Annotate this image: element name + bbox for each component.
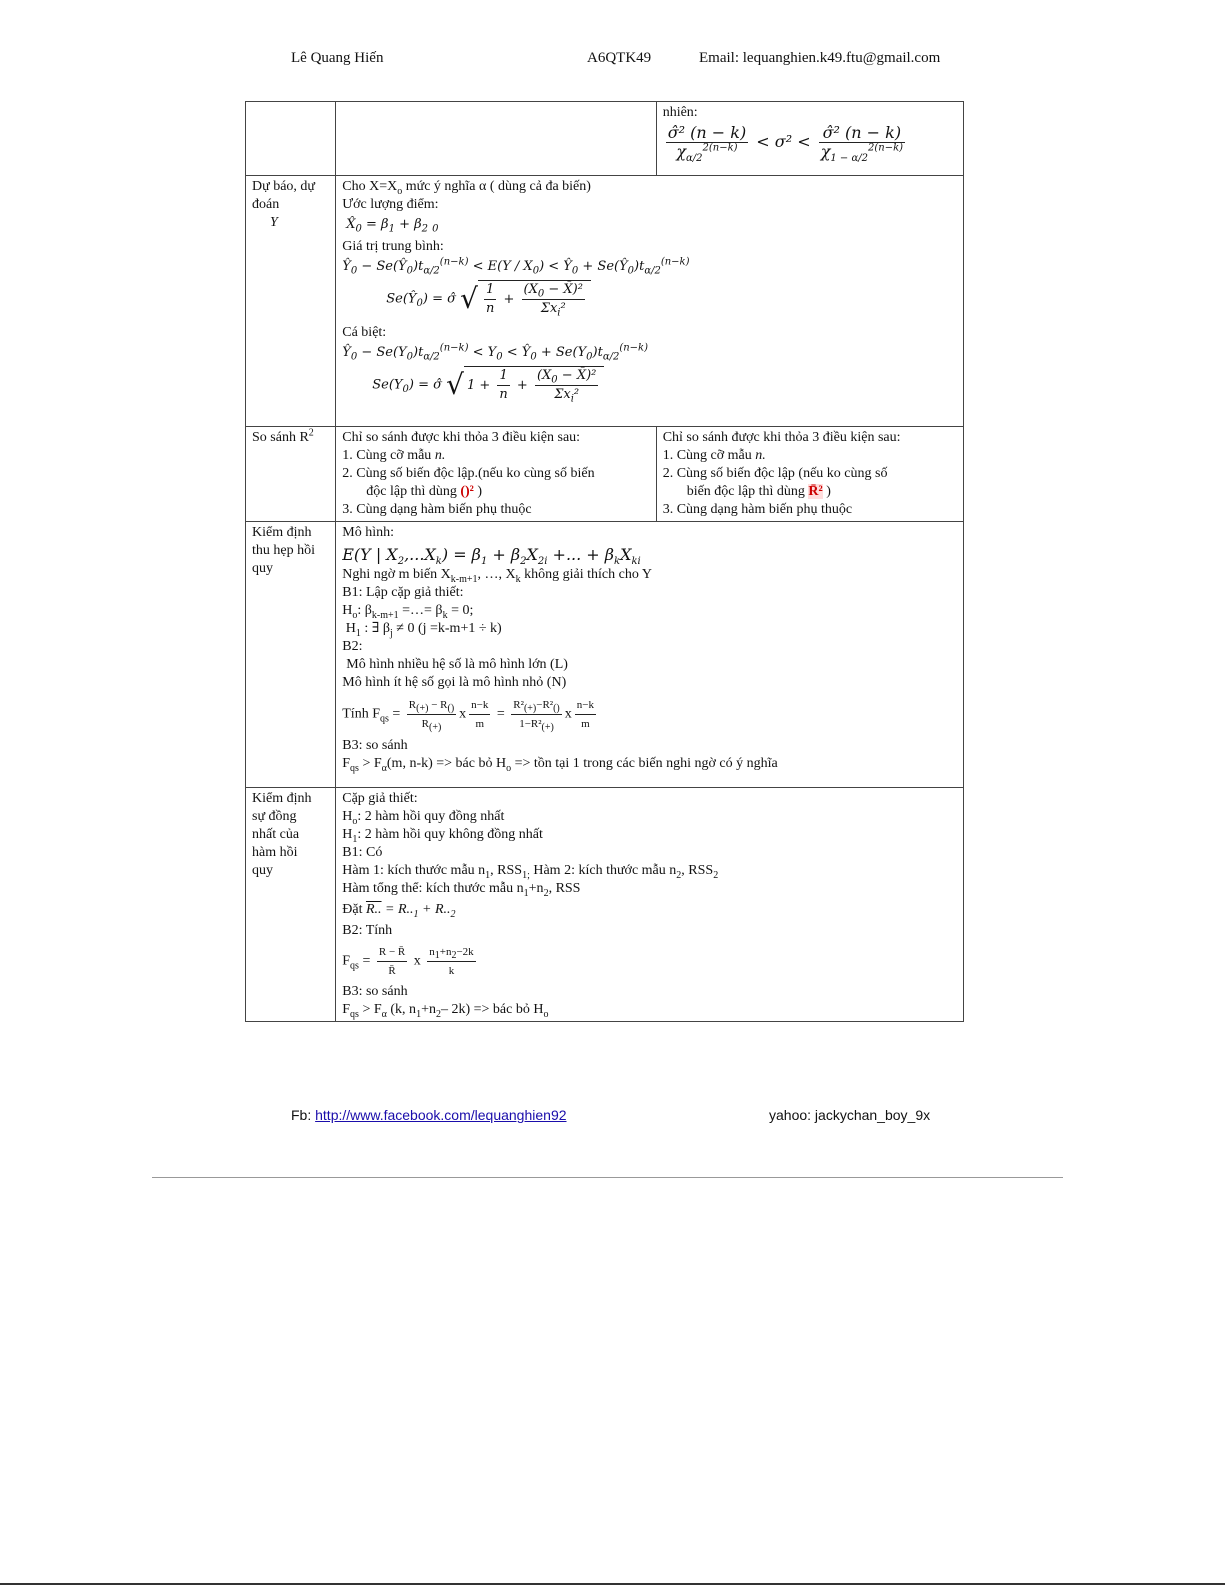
page-divider [152, 1177, 1063, 1178]
footer-yahoo: yahoo: jackychan_boy_9x [769, 1107, 931, 1123]
f-statistic-homogeneity: $F_{qs}$ = $\frac{R - R̄}{R̄}$ x $\frac{n_1+n_2-2k}{k}$ [342, 943, 957, 980]
homogeneity-test-content: Cặp giả thiết: $H_o$: 2 hàm hồi quy đồng nhất $H_1$: 2 hàm hồi quy không đồng nhất B1: Có Hàm 1: kích thước mẫu $n_1$, $RSS_{1;}$ Hàm 2: kích thước mẫu $n_2$, $RSS_2$ Hàm tổng thể: kích thước mẫu $n_1+n_2$, RSS Đặt R.. = $R.._1 + R.._2$ B2: Tính $F_{qs}$ = $\frac{R - R̄}{R̄}$ x $\frac{n_1+n_2-2k}{k}$ B3: so sánh $F_{qs} > F_\alpha$ (k, $n_1+n_2-$ 2k) => bác bỏ $H_o$ [336, 788, 964, 1022]
h0-restriction: $H_o$: $\beta_{k-m+1}$ =…= $\beta_k = 0$; [342, 603, 474, 621]
point-estimate-formula: $X̂_0 = \beta_1 + \beta_2$ $_0$ [346, 217, 439, 235]
table-row [246, 427, 964, 522]
f-statistic-restriction: Tính $F_{qs}$ = $\frac{R_{(+)} - R_{()}}{R_{(+)}}$ x $\frac{n-k}{m}$ = $\frac{R^2_{(+)}-R^2_{()}}{1-R^2_{(+)}}$ x $\frac{n-k}{m}$ [342, 696, 957, 733]
mean-se-formula: $Se(Ŷ_0)$ = σ̂ √ $\frac{1}{n}$ + $\frac{(X_0 - X̄)^2}{\Sigma x_i^2}$ [386, 280, 957, 318]
table-row [246, 102, 964, 176]
row-label-restriction-test: Kiểm định thu hẹp hồi quy [246, 522, 336, 788]
header-email: Email: lequanghien.k49.ftu@gmail.com [699, 50, 941, 66]
table-row [246, 788, 964, 1022]
compare-r2-left: Chỉ so sánh được khi thỏa 3 điều kiện sau: 1. Cùng cỡ mẫu n. 2. Cùng số biến độc lập.(nếu ko cùng số biến độc lập thì dùng ()² ) 3. Cùng dạng hàm biến phụ thuộc [336, 427, 656, 522]
forecast-content: Cho $X=X_o$ mức ý nghĩa α ( dùng cả đa biến) Ước lượng điểm: $X̂_0 = \beta_1 + \beta_2$ $_0$ Giá trị trung bình: $Ŷ_0$ − $Se(Ŷ_0)t_{\alpha/2}^{(n-k)} < E(Y / X_0)$ < $Ŷ_0$ + $Se(Ŷ_0)t_{\alpha/2}^{(n-k)}$ $Se(Ŷ_0)$ = σ̂ √ $\frac{1}{n}$ + $\frac{(X_0 - X̄)^2}{\Sigma x_i^2}$ Cá biệt: $Ŷ_0 - Se(Y_0)t_{\alpha/2}^{(n-k)} < Y_0$ < $Ŷ_0 + Se(Y_0)t_{\alpha/2}^{(n-k)}$ $Se(Y_0)$ = σ̂ √ 1 + $\frac{1}{n}$ + $\frac{(X_0 - X̄)^2}{\Sigma x_i^2}$ [336, 176, 964, 427]
row-label-compare-r2: So sánh $R^2$ [246, 427, 336, 522]
individual-interval-formula: $Ŷ_0 - Se(Y_0)t_{\alpha/2}^{(n-k)} < Y_0$ < $Ŷ_0 + Se(Y_0)t_{\alpha/2}^{(n-k)}$ [342, 342, 648, 363]
h1-restriction: $H_1$ : ∃ $\beta_j \ne 0$ (j =k-m+1 ÷ k) [342, 621, 502, 639]
mean-interval-formula: $Ŷ_0$ − $Se(Ŷ_0)t_{\alpha/2}^{(n-k)} < E(Y / X_0)$ < $Ŷ_0$ + $Se(Ŷ_0)t_{\alpha/2}^{(n-k)}$ [342, 256, 690, 277]
row-label-homogeneity-test: Kiểm định sự đồng nhất của hàm hồi quy [246, 788, 336, 1022]
variance-interval-cell: nhiên: $\frac{\text{σ̂² (n − k)}}{\chi_{\alpha/2}^{2(n-k)}}$ < σ² < $\frac{\text{σ̂² (n − k)}}{\chi_{1 - \alpha/2}^{2(n-k)}}$ [656, 102, 963, 176]
restriction-conclusion: $F_{qs} > F_\alpha(m$, n-k) => bác bỏ $H_o$ => tồn tại 1 trong các biến nghi ngờ có ý nghĩa [342, 756, 778, 774]
model-formula: E(Y | $X_2,...X_k) = \beta_1 + \beta_2X_{2i}$ +... + $\beta_kX_{ki}$ [342, 545, 641, 568]
adjusted-r2-symbol: ()² [460, 484, 474, 499]
restriction-test-content: Mô hình: E(Y | $X_2,...X_k) = \beta_1 + \beta_2X_{2i}$ +... + $\beta_kX_{ki}$ Nghi ngờ m biến $X_{k-m+1}$, …, $X_k$ không giải thích cho Y B1: Lập cặp giả thiết: $H_o$: $\beta_{k-m+1}$ =…= $\beta_k = 0$; $H_1$ : ∃ $\beta_j \ne 0$ (j =k-m+1 ÷ k) B2: Mô hình nhiều hệ số là mô hình lớn (L) Mô hình ít hệ số gọi là mô hình nhỏ (N) Tính $F_{qs}$ = $\frac{R_{(+)} - R_{()}}{R_{(+)}}$ x $\frac{n-k}{m}$ = $\frac{R^2_{(+)}-R^2_{()}}{1-R^2_{(+)}}$ x $\frac{n-k}{m}$ B3: so sánh $F_{qs} > F_\alpha(m$, n-k) => bác bỏ $H_o$ => tồn tại 1 trong các biến nghi ngờ có ý nghĩa [336, 522, 964, 788]
table-row [246, 522, 964, 788]
header-class: A6QTK49 [587, 50, 652, 66]
footer-fb: Fb: http://www.facebook.com/lequanghien92 [291, 1107, 567, 1123]
rss-sum-formula: Đặt R.. = $R.._1 + R.._2$ [342, 902, 456, 920]
table-row [246, 176, 964, 427]
individual-se-formula: $Se(Y_0)$ = σ̂ √ 1 + $\frac{1}{n}$ + $\frac{(X_0 - X̄)^2}{\Sigma x_i^2}$ [372, 366, 957, 404]
variance-interval-formula: $\frac{\text{σ̂² (n − k)}}{\chi_{\alpha/2}^{2(n-k)}}$ < σ² < $\frac{\text{σ̂² (n − k)}}{\chi_{1 - \alpha/2}^{2(n-k)}}$ [667, 123, 904, 165]
summary-table [245, 101, 964, 1022]
homogeneity-conclusion: $F_{qs} > F_\alpha$ (k, $n_1+n_2-$ 2k) => bác bỏ $H_o$ [342, 1002, 549, 1020]
adjusted-r2-symbol: R̄² [808, 484, 823, 499]
row-label-forecast: Dự báo, dự đoán Y [246, 176, 336, 427]
facebook-link[interactable]: http://www.facebook.com/lequanghien92 [315, 1107, 567, 1123]
compare-r2-right: Chỉ so sánh được khi thỏa 3 điều kiện sau: 1. Cùng cỡ mẫu n. 2. Cùng số biến độc lập (nếu ko cùng số biến độc lập thì dùng R̄² ) 3. Cùng dạng hàm biến phụ thuộc [656, 427, 963, 522]
header-author: Lê Quang Hiến [291, 50, 384, 66]
